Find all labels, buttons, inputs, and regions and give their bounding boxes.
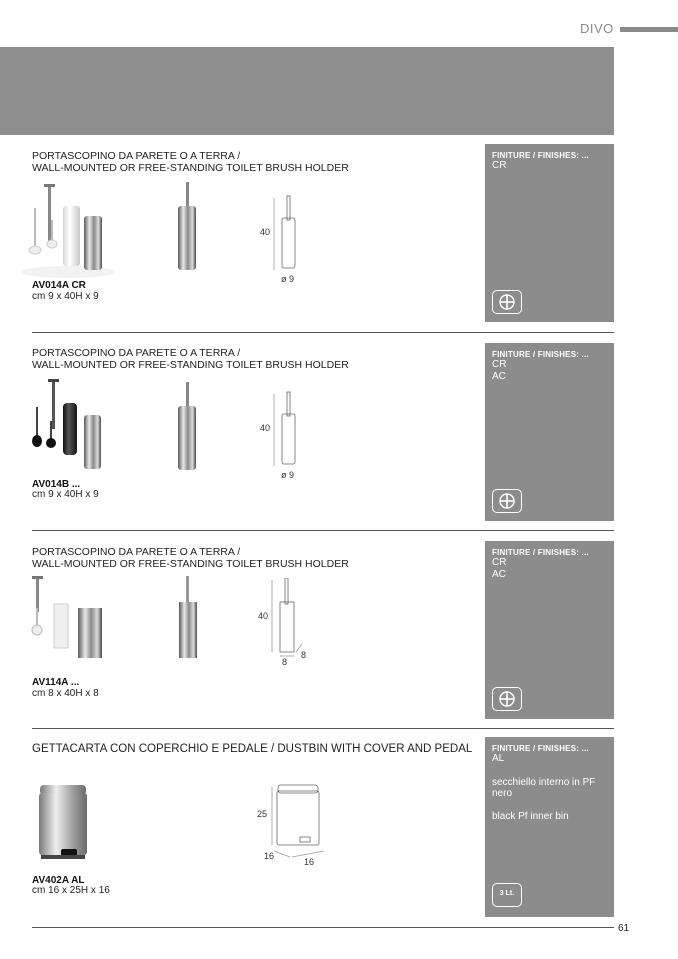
product-photo	[36, 783, 92, 863]
product-code: AV014A CR	[32, 280, 86, 291]
section-divider	[32, 332, 614, 333]
finishes-heading: FINITURE / FINISHES: ...	[492, 744, 589, 753]
finishes-panel	[485, 343, 614, 521]
drawing-width: 16	[264, 851, 275, 861]
title-bilingual: GETTACARTA CON COPERCHIO E PEDALE / DUSTBIN WITH COVER AND PEDAL	[32, 743, 473, 755]
technical-drawing	[268, 390, 308, 470]
title-italian: PORTASCOPINO DA PARETE O A TERRA /	[32, 546, 241, 558]
section-title	[32, 150, 349, 174]
screw-mount-icon	[492, 687, 522, 711]
title-english: WALL-MOUNTED OR FREE-STANDING TOILET BRUSH HOLDER	[32, 558, 349, 570]
product-code: AV114A ...	[32, 677, 80, 688]
inner-bin-note-english: black Pf inner bin	[492, 811, 569, 822]
product-dimensions: cm 8 x 40H x 8	[32, 688, 99, 699]
finishes-panel	[485, 144, 614, 322]
drawing-height: 40	[260, 423, 271, 433]
product-dimensions: cm 9 x 40H x 9	[32, 489, 99, 500]
section-divider	[32, 728, 614, 729]
screw-mount-icon	[492, 290, 522, 314]
drawing-depth: 8	[301, 650, 307, 660]
product-code: AV402A AL	[32, 875, 85, 886]
finish-option: CR	[492, 557, 507, 568]
title-italian: PORTASCOPINO DA PARETE O A TERRA /	[32, 150, 241, 162]
product-section-1	[0, 150, 678, 330]
product-photo	[18, 180, 123, 280]
finishes-heading: FINITURE / FINISHES: ...	[492, 548, 589, 557]
product-photo-chrome	[174, 576, 204, 666]
page-number: 61	[618, 923, 630, 934]
product-code: AV014B ...	[32, 479, 81, 490]
drawing-height: 25	[257, 809, 268, 819]
product-section-3	[0, 546, 678, 726]
product-section-4	[0, 743, 678, 923]
drawing-height: 40	[258, 611, 269, 621]
product-section-2	[0, 347, 678, 527]
footer-divider	[32, 927, 614, 928]
product-dimensions: cm 16 x 25H x 16	[32, 885, 110, 896]
finish-option: AL	[492, 753, 505, 764]
capacity-label: 3 Lt.	[499, 890, 515, 897]
product-photo-chrome	[172, 182, 202, 274]
title-english: WALL-MOUNTED OR FREE-STANDING TOILET BRUSH HOLDER	[32, 162, 349, 174]
drawing-depth: 16	[304, 857, 315, 867]
finishes-heading: FINITURE / FINISHES: ...	[492, 350, 589, 359]
inner-bin-note-italian: secchiello interno in PF nero	[492, 777, 596, 799]
product-photo	[26, 574, 106, 664]
drawing-diameter: ø 9	[281, 470, 295, 480]
section-divider	[32, 530, 614, 531]
product-photo	[26, 377, 106, 473]
finishes-heading: FINITURE / FINISHES: ...	[492, 151, 589, 160]
finish-option: AC	[492, 569, 506, 580]
section-title	[32, 743, 472, 755]
drawing-width: 8	[282, 657, 288, 667]
drawing-height: 40	[260, 227, 271, 237]
finish-option: CR	[492, 359, 507, 370]
header-banner	[0, 47, 614, 135]
screw-mount-icon	[492, 489, 522, 513]
technical-drawing	[268, 194, 308, 274]
title-english: WALL-MOUNTED OR FREE-STANDING TOILET BRUSH HOLDER	[32, 359, 349, 371]
product-dimensions: cm 9 x 40H x 9	[32, 291, 99, 302]
title-italian: PORTASCOPINO DA PARETE O A TERRA /	[32, 347, 241, 359]
finishes-panel	[485, 541, 614, 719]
finish-option: CR	[492, 160, 507, 171]
brand-bar	[620, 27, 678, 32]
drawing-diameter: ø 9	[281, 274, 295, 284]
finishes-panel	[485, 737, 614, 917]
section-title	[32, 347, 349, 371]
product-photo-chrome	[172, 382, 202, 474]
section-title	[32, 546, 349, 570]
capacity-badge	[492, 883, 522, 907]
brand-name: DIVO	[580, 21, 614, 36]
finish-option: AC	[492, 371, 506, 382]
